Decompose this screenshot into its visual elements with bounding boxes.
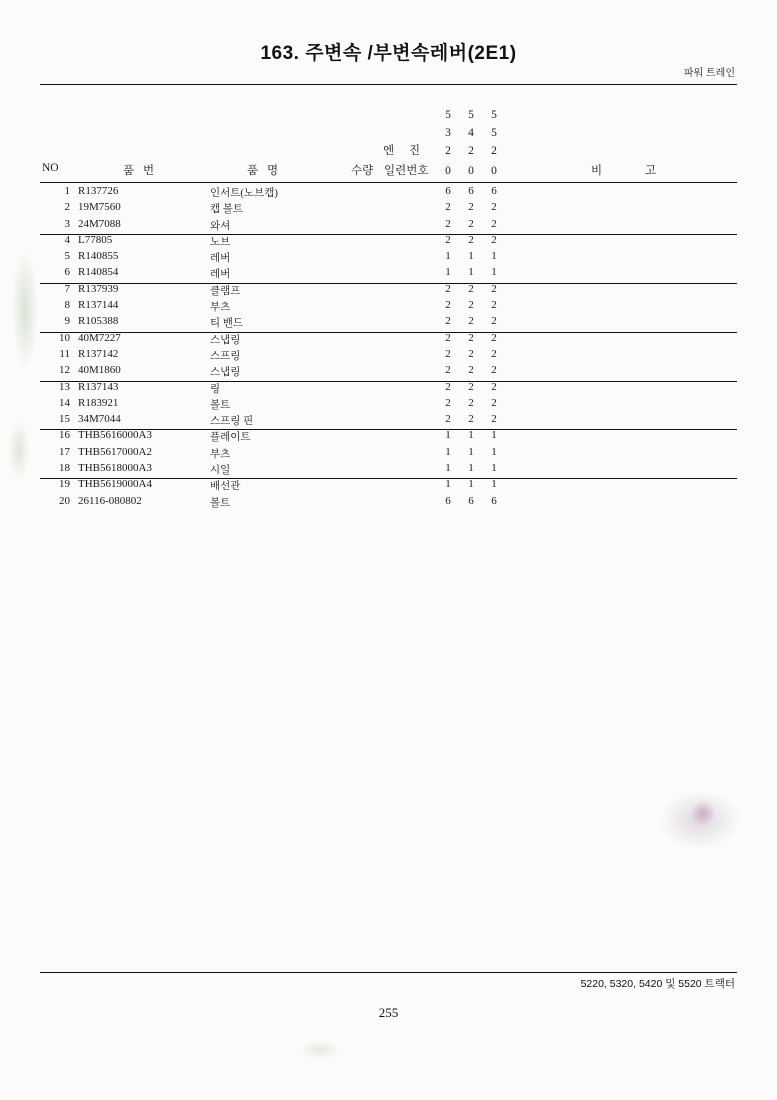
cell-no: 13 [59, 380, 70, 393]
cell-part-number: R137142 [78, 347, 119, 360]
engine-digit: 0 [445, 165, 451, 177]
cell-part-number: THB5619000A4 [78, 478, 152, 491]
parts-table [40, 106, 737, 511]
cell-part-name: 플레이트 [210, 432, 251, 444]
engine-digit: 5 [445, 109, 451, 121]
table-row [40, 266, 737, 282]
cell-quantity-1: 2 [445, 396, 451, 409]
cell-no: 20 [59, 494, 70, 507]
engine-digit: 5 [468, 109, 474, 121]
table-row [40, 218, 737, 234]
cell-part-number: THB5616000A3 [78, 429, 152, 442]
table-header-row [40, 162, 737, 181]
cell-part-number: R183921 [78, 396, 119, 409]
cell-quantity-1: 1 [445, 462, 451, 475]
engine-model-column-3 [487, 106, 501, 160]
cell-part-name: 부츠 [210, 302, 231, 314]
table-row [40, 364, 737, 380]
cell-no: 3 [64, 217, 70, 230]
cell-quantity-1: 2 [445, 380, 451, 393]
engine-model-last-digit-2 [464, 162, 478, 180]
cell-quantity-1: 2 [445, 299, 451, 312]
cell-part-name: 노브 [210, 236, 231, 248]
table-row [40, 413, 737, 429]
table-row [40, 332, 737, 348]
cell-quantity-3: 2 [491, 364, 497, 377]
cell-no: 16 [59, 429, 70, 442]
cell-quantity-3: 2 [491, 282, 497, 295]
cell-quantity-3: 2 [491, 233, 497, 246]
cell-quantity-3: 1 [491, 429, 497, 442]
cell-quantity-1: 2 [445, 364, 451, 377]
cell-quantity-1: 2 [445, 413, 451, 426]
cell-quantity-1: 1 [445, 429, 451, 442]
engine-digit: 2 [445, 145, 451, 157]
scan-blotch [8, 420, 30, 480]
cell-part-name: 티 밴드 [210, 318, 244, 330]
table-row [40, 381, 737, 397]
scan-blotch [690, 800, 716, 826]
table-row [40, 495, 737, 511]
cell-quantity-2: 2 [468, 217, 474, 230]
cell-quantity-1: 1 [445, 250, 451, 263]
scan-blotch [300, 1040, 340, 1060]
cell-quantity-3: 2 [491, 347, 497, 360]
cell-no: 10 [59, 331, 70, 344]
cell-part-name: 스냅링 [210, 334, 241, 346]
cell-quantity-1: 2 [445, 315, 451, 328]
cell-no: 9 [64, 315, 70, 328]
table-row [40, 299, 737, 315]
cell-part-number: R137143 [78, 380, 119, 393]
cell-quantity-3: 6 [491, 494, 497, 507]
cell-part-name: 스프링 [210, 350, 241, 362]
column-header-part-number: 품 번 [123, 165, 158, 177]
cell-quantity-1: 2 [445, 201, 451, 214]
cell-no: 19 [59, 478, 70, 491]
cell-quantity-1: 2 [445, 233, 451, 246]
footer-model-list: 5220, 5320, 5420 및 5520 트랙터 [580, 978, 735, 990]
table-body [40, 183, 737, 511]
cell-quantity-3: 1 [491, 462, 497, 475]
cell-part-number: R140854 [78, 266, 119, 279]
cell-quantity-3: 2 [491, 380, 497, 393]
cell-quantity-3: 1 [491, 250, 497, 263]
cell-quantity-1: 1 [445, 266, 451, 279]
cell-quantity-2: 2 [468, 282, 474, 295]
cell-no: 2 [64, 201, 70, 214]
cell-quantity-2: 2 [468, 413, 474, 426]
engine-digit: 5 [491, 109, 497, 121]
cell-part-name: 인서트(노브캡) [210, 188, 278, 199]
engine-digit: 2 [491, 145, 497, 157]
column-header-part-name: 품 명 [247, 165, 282, 177]
cell-quantity-3: 2 [491, 331, 497, 344]
cell-quantity-2: 2 [468, 233, 474, 246]
cell-part-number: R105388 [78, 315, 119, 328]
cell-quantity-3: 1 [491, 445, 497, 458]
cell-part-name: 볼트 [210, 497, 231, 509]
cell-quantity-2: 2 [468, 364, 474, 377]
cell-part-number: R140855 [78, 250, 119, 263]
engine-digit: 0 [491, 165, 497, 177]
footer-divider [40, 972, 737, 973]
engine-digit: 3 [445, 127, 451, 139]
cell-part-number: 19M7560 [78, 201, 121, 214]
cell-part-number: 40M7227 [78, 331, 121, 344]
cell-part-name: 와셔 [210, 220, 231, 232]
cell-part-number: R137939 [78, 282, 119, 295]
cell-part-number: 24M7088 [78, 217, 121, 230]
cell-no: 18 [59, 462, 70, 475]
cell-quantity-1: 6 [445, 494, 451, 507]
cell-quantity-3: 2 [491, 201, 497, 214]
scan-blotch [660, 790, 740, 850]
cell-part-number: 34M7044 [78, 413, 121, 426]
cell-quantity-2: 2 [468, 299, 474, 312]
cell-quantity-2: 1 [468, 266, 474, 279]
cell-part-name: 링 [210, 383, 221, 395]
cell-quantity-1: 1 [445, 478, 451, 491]
cell-part-name: 스프링 핀 [210, 416, 254, 428]
engine-model-last-digit-1 [441, 162, 455, 180]
cell-part-name: 볼트 [210, 399, 231, 411]
cell-quantity-3: 1 [491, 266, 497, 279]
table-row [40, 234, 737, 250]
table-row [40, 250, 737, 266]
cell-part-name: 스냅링 [210, 367, 241, 379]
engine-model-column-1 [441, 106, 455, 160]
cell-quantity-2: 2 [468, 315, 474, 328]
column-header-no: NO [42, 162, 59, 174]
cell-quantity-1: 2 [445, 347, 451, 360]
cell-no: 14 [59, 396, 70, 409]
cell-quantity-1: 2 [445, 331, 451, 344]
cell-no: 11 [59, 347, 70, 360]
table-row [40, 348, 737, 364]
cell-quantity-1: 6 [445, 185, 451, 197]
column-header-remark-1: 비 [591, 165, 603, 177]
cell-quantity-3: 2 [491, 413, 497, 426]
cell-quantity-3: 2 [491, 217, 497, 230]
column-header-quantity: 수량 [351, 165, 374, 177]
cell-quantity-2: 6 [468, 494, 474, 507]
engine-model-last-digit-3 [487, 162, 501, 180]
cell-no: 15 [59, 413, 70, 426]
cell-quantity-2: 1 [468, 478, 474, 491]
cell-part-number: THB5618000A3 [78, 462, 152, 475]
cell-no: 1 [64, 185, 70, 197]
table-row [40, 315, 737, 331]
table-row [40, 462, 737, 478]
cell-quantity-2: 2 [468, 331, 474, 344]
cell-part-name: 레버 [210, 269, 231, 281]
section-subtitle: 파워 트레인 [683, 68, 735, 79]
cell-part-number: 40M1860 [78, 364, 121, 377]
cell-part-name: 캡 볼트 [210, 204, 244, 216]
cell-no: 17 [59, 445, 70, 458]
cell-quantity-2: 1 [468, 445, 474, 458]
table-row [40, 201, 737, 217]
cell-quantity-3: 2 [491, 299, 497, 312]
table-row [40, 397, 737, 413]
cell-quantity-2: 1 [468, 250, 474, 263]
cell-quantity-2: 1 [468, 462, 474, 475]
table-row [40, 185, 737, 201]
cell-part-name: 레버 [210, 253, 231, 265]
header-divider [40, 84, 737, 85]
cell-quantity-1: 2 [445, 217, 451, 230]
cell-part-name: 시일 [210, 465, 231, 477]
cell-quantity-1: 1 [445, 445, 451, 458]
cell-no: 6 [64, 266, 70, 279]
cell-no: 8 [64, 299, 70, 312]
cell-part-name: 부츠 [210, 448, 231, 460]
scan-blotch [12, 250, 38, 370]
engine-column-header [40, 106, 737, 162]
cell-quantity-2: 2 [468, 201, 474, 214]
cell-part-name: 배선관 [210, 481, 241, 493]
page-number: 255 [378, 1005, 399, 1020]
cell-quantity-3: 6 [491, 185, 497, 197]
engine-model-column-2 [464, 106, 478, 160]
cell-part-number: THB5617000A2 [78, 445, 152, 458]
column-header-serial: 일련번호 [384, 165, 429, 177]
cell-part-number: 26116-080802 [78, 494, 142, 507]
cell-quantity-2: 2 [468, 380, 474, 393]
engine-digit: 5 [491, 127, 497, 139]
cell-quantity-1: 2 [445, 282, 451, 295]
cell-no: 7 [64, 282, 70, 295]
column-header-remark-2: 고 [645, 165, 657, 177]
cell-part-number: L77805 [78, 233, 113, 246]
cell-no: 12 [59, 364, 70, 377]
table-row [40, 429, 737, 445]
engine-digit: 0 [468, 165, 474, 177]
cell-quantity-2: 2 [468, 396, 474, 409]
cell-part-number: R137726 [78, 185, 119, 197]
table-row [40, 283, 737, 299]
cell-part-name: 클램프 [210, 285, 241, 297]
page-title: 163. 주변속 /부변속레버(2E1) [260, 43, 517, 64]
cell-no: 4 [64, 233, 70, 246]
cell-no: 5 [64, 250, 70, 263]
engine-digit: 4 [468, 127, 474, 139]
cell-quantity-2: 1 [468, 429, 474, 442]
cell-quantity-3: 1 [491, 478, 497, 491]
cell-quantity-3: 2 [491, 315, 497, 328]
engine-label: 엔 진 [383, 145, 427, 157]
cell-quantity-2: 2 [468, 347, 474, 360]
engine-digit: 2 [468, 145, 474, 157]
cell-quantity-2: 6 [468, 185, 474, 197]
table-row [40, 446, 737, 462]
table-row [40, 478, 737, 494]
cell-part-number: R137144 [78, 299, 119, 312]
cell-quantity-3: 2 [491, 396, 497, 409]
